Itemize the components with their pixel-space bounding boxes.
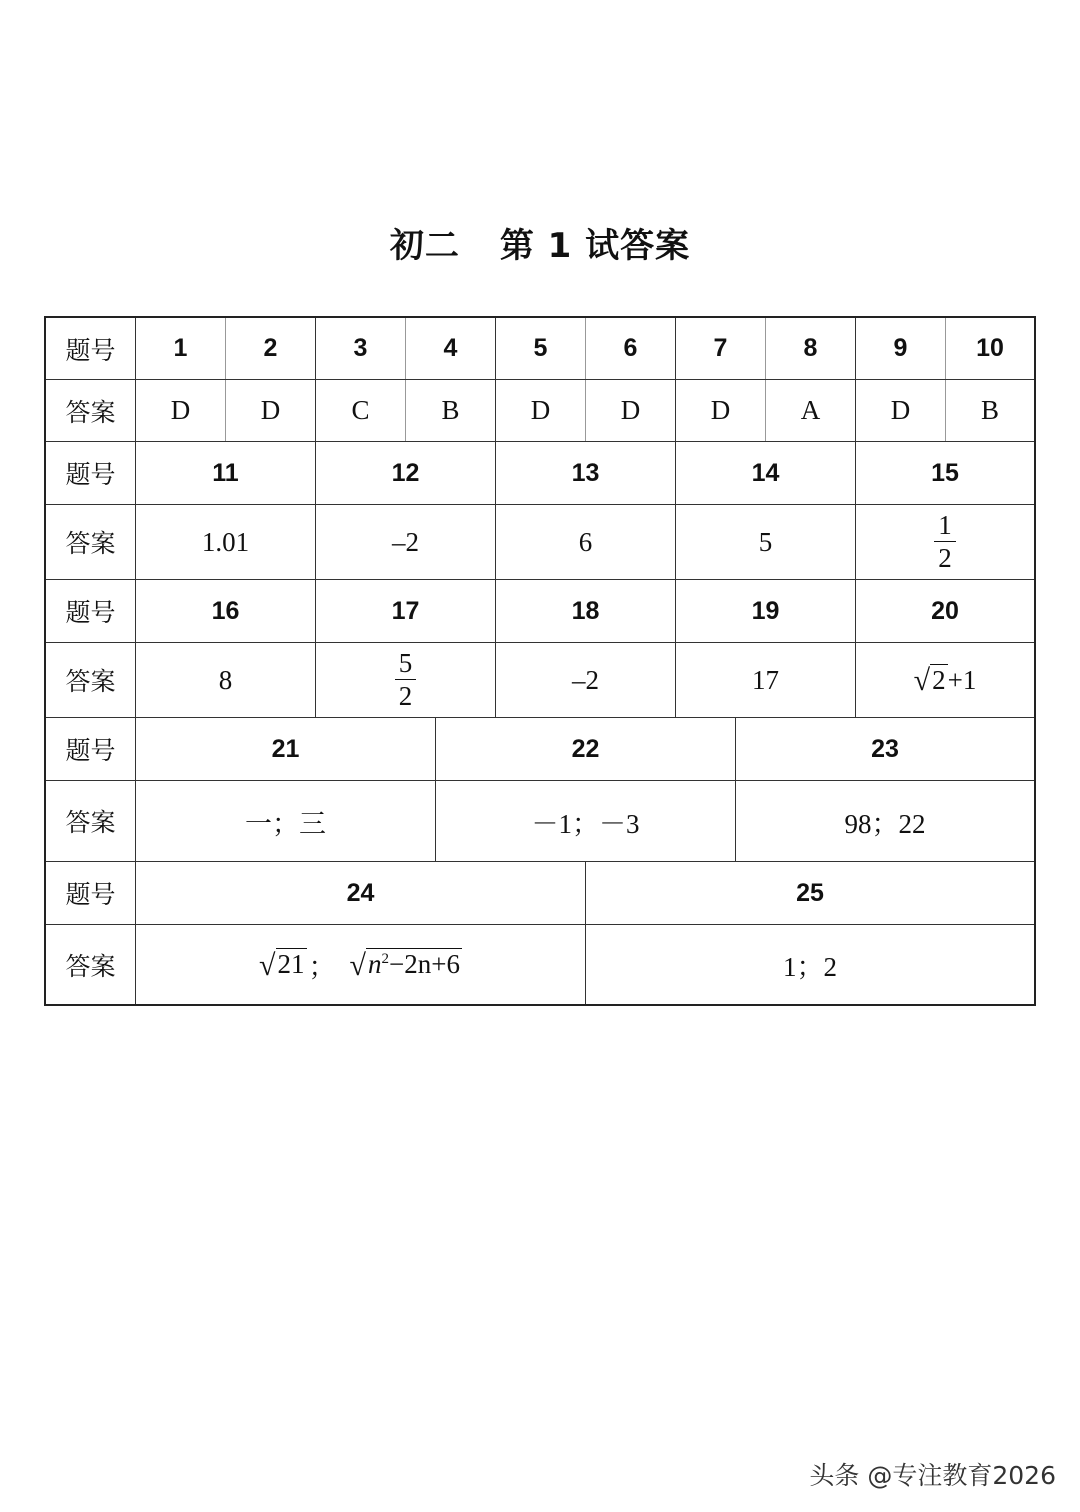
answer-cell: B bbox=[980, 395, 999, 425]
question-number: 20 bbox=[931, 596, 959, 625]
numerator: 5 bbox=[395, 650, 417, 680]
question-number: 1 bbox=[136, 318, 226, 379]
question-number: 4 bbox=[406, 318, 496, 379]
table-row bbox=[46, 862, 1034, 925]
variable-n: n bbox=[367, 949, 382, 980]
table-row bbox=[46, 925, 1034, 1004]
radical-sign: √ bbox=[259, 948, 276, 982]
answer-cell bbox=[856, 643, 1034, 717]
row-label: 题号 bbox=[46, 580, 136, 642]
answer-cell: 一；三 bbox=[136, 781, 436, 861]
question-number: 5 bbox=[496, 318, 586, 379]
title-grade: 初二 bbox=[389, 226, 460, 266]
question-number: 11 bbox=[136, 442, 316, 504]
question-number: 22 bbox=[436, 718, 736, 780]
answer-cell: 98；22 bbox=[844, 808, 926, 839]
table-row bbox=[46, 505, 1034, 580]
question-number: 14 bbox=[676, 442, 856, 504]
radicand bbox=[366, 948, 462, 980]
answer-table bbox=[44, 316, 1036, 1006]
expression-tail: +1 bbox=[947, 664, 977, 695]
watermark: 头条 @专注教育2026 bbox=[809, 1461, 1056, 1490]
table-row bbox=[46, 781, 1034, 862]
answer-cell bbox=[316, 643, 496, 717]
answer-cell bbox=[856, 505, 1034, 579]
row-label: 答案 bbox=[46, 925, 136, 1004]
question-number: 19 bbox=[676, 580, 856, 642]
page-title bbox=[0, 218, 1080, 267]
table-row bbox=[46, 643, 1034, 718]
question-number: 8 bbox=[766, 318, 856, 379]
question-number: 6 bbox=[586, 318, 676, 379]
answer-cell: D bbox=[136, 380, 226, 441]
question-number: 23 bbox=[871, 734, 899, 763]
exponent: 2 bbox=[381, 951, 389, 968]
answer-cell: D bbox=[496, 380, 586, 441]
question-number: 17 bbox=[316, 580, 496, 642]
question-number: 7 bbox=[676, 318, 766, 379]
question-number: 21 bbox=[136, 718, 436, 780]
row-label: 答案 bbox=[46, 781, 136, 861]
row-label: 题号 bbox=[46, 862, 136, 924]
question-number: 12 bbox=[316, 442, 496, 504]
denominator: 2 bbox=[938, 543, 952, 573]
answer-cell: D bbox=[856, 380, 946, 441]
answer-cell: 5 bbox=[676, 505, 856, 579]
question-number: 15 bbox=[931, 458, 959, 487]
question-number: 13 bbox=[496, 442, 676, 504]
radical-sign: √ bbox=[913, 664, 931, 698]
row-label: 题号 bbox=[46, 442, 136, 504]
row-label: 答案 bbox=[46, 380, 136, 441]
table-row bbox=[46, 580, 1034, 643]
answer-cell: 17 bbox=[676, 643, 856, 717]
row-label: 答案 bbox=[46, 643, 136, 717]
title-test: 第 1 试答案 bbox=[499, 226, 691, 266]
numerator: 1 bbox=[934, 512, 956, 542]
square-root bbox=[914, 664, 948, 696]
question-number: 2 bbox=[226, 318, 316, 379]
answer-cell: 8 bbox=[136, 643, 316, 717]
row-label: 答案 bbox=[46, 505, 136, 579]
question-number: 10 bbox=[976, 334, 1004, 362]
answer-cell: B bbox=[406, 380, 496, 441]
radicand: 2 bbox=[932, 664, 946, 695]
answer-cell: A bbox=[766, 380, 856, 441]
row-label: 题号 bbox=[46, 318, 136, 379]
answer-cell: －1；－3 bbox=[436, 781, 736, 861]
answer-cell: –2 bbox=[496, 643, 676, 717]
square-root bbox=[350, 948, 462, 980]
fraction bbox=[395, 650, 417, 710]
question-number: 16 bbox=[136, 580, 316, 642]
table-row bbox=[46, 442, 1034, 505]
radicand-tail: −2n+6 bbox=[388, 949, 460, 980]
table-row bbox=[46, 318, 1034, 380]
question-number: 3 bbox=[316, 318, 406, 379]
answer-cell: 1.01 bbox=[136, 505, 316, 579]
question-number: 18 bbox=[496, 580, 676, 642]
row-label: 题号 bbox=[46, 718, 136, 780]
answer-cell: –2 bbox=[316, 505, 496, 579]
radical-sign: √ bbox=[349, 948, 366, 982]
fraction bbox=[934, 512, 956, 572]
table-row bbox=[46, 718, 1034, 781]
answer-cell: D bbox=[676, 380, 766, 441]
table-row bbox=[46, 380, 1034, 442]
square-root bbox=[259, 948, 306, 980]
denominator: 2 bbox=[398, 681, 413, 711]
question-number: 9 bbox=[856, 318, 946, 379]
question-number: 25 bbox=[796, 878, 824, 907]
separator: ； bbox=[308, 952, 336, 982]
radicand: 21 bbox=[277, 949, 305, 980]
answer-cell: C bbox=[316, 380, 406, 441]
answer-cell: 6 bbox=[496, 505, 676, 579]
answer-cell: D bbox=[586, 380, 676, 441]
answer-cell: 1；2 bbox=[783, 952, 837, 982]
answer-cell: D bbox=[226, 380, 316, 441]
question-number: 24 bbox=[136, 862, 586, 924]
answer-cell bbox=[136, 925, 586, 1004]
